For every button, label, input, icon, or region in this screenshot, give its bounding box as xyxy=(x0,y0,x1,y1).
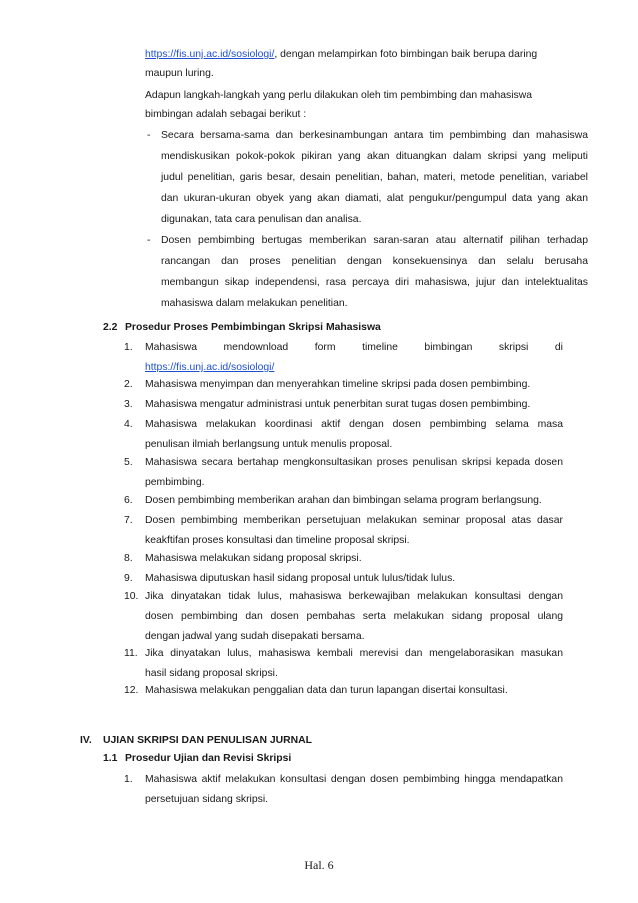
list-item-text: Mahasiswa melakukan penggalian data dan turun lapangan disertai konsultasi. xyxy=(145,685,508,696)
list-item-text: hasil sidang proposal skripsi. xyxy=(145,668,278,679)
bullet-2-line-4: mahasiswa dalam melakukan penelitian. xyxy=(161,298,348,309)
intro-line-2: maupun luring. xyxy=(145,68,214,79)
list-item-text: dosen pembimbing dan dosen pembahas serta melakukan sidang proposal ulang xyxy=(145,611,563,622)
section-iv-number: IV. xyxy=(80,735,92,746)
list-item-text: keakftifan proses konsultasi dan timeline proposal skripsi. xyxy=(145,535,410,546)
list-item-number: 7. xyxy=(124,515,133,526)
bullet-2-line-1: Dosen pembimbing bertugas memberikan saran-saran atau alternatif pilihan terhadap xyxy=(161,235,588,246)
list-item-text: persetujuan sidang skripsi. xyxy=(145,794,269,805)
list-item-number: 1. xyxy=(124,342,133,353)
sosiologi-link[interactable]: https://fis.unj.ac.id/sosiologi/ xyxy=(145,49,275,60)
list-item-text: Mahasiswa secara bertahap mengkonsultasikan proses penulisan skripsi kepada dosen xyxy=(145,457,563,468)
bullet-1-line-5: digunakan, tata cara penulisan dan analisa. xyxy=(161,214,362,225)
section-iv-title: UJIAN SKRIPSI DAN PENULISAN JURNAL xyxy=(103,735,312,746)
list-item-number: 3. xyxy=(124,399,133,410)
list-item-text: Mahasiswa mengatur administrasi untuk penerbitan surat tugas dosen pembimbing. xyxy=(145,399,531,410)
bullet-1-line-2: mendiskusikan pokok-pokok pikiran yang akan dituangkan dalam skripsi yang meliputi xyxy=(161,151,588,162)
section-1-1-title: Prosedur Ujian dan Revisi Skripsi xyxy=(125,753,292,764)
list-item-number: 12. xyxy=(124,685,139,696)
section-2-2-title: Prosedur Proses Pembimbingan Skripsi Mahasiswa xyxy=(125,322,381,333)
bullet-1-line-3: judul penelitian, garis besar, desain penelitian, bahan, materi, metode penelitian, variabel xyxy=(161,172,588,183)
intro-para2-line-2: bimbingan adalah sebagai berikut : xyxy=(145,109,307,120)
list-item-number: 10. xyxy=(124,591,139,602)
bullet-1-line-4: dan ukuran-ukuran obyek yang akan diamati, alat pengukur/pengumpul data yang akan xyxy=(161,193,588,204)
list-item-text: Mahasiswa aktif melakukan konsultasi dengan dosen pembimbing hingga mendapatkan xyxy=(145,774,563,785)
list-item-text: Dosen pembimbing memberikan arahan dan bimbingan selama program berlangsung. xyxy=(145,495,542,506)
bullet-1-line-1: Secara bersama-sama dan berkesinambungan antara tim pembimbing dan mahasiswa xyxy=(161,130,588,141)
list-item-number: 4. xyxy=(124,419,133,430)
list-item-text: Mahasiswa melakukan sidang proposal skripsi. xyxy=(145,553,362,564)
bullet-dash: - xyxy=(147,235,151,246)
list-item-text: Jika dinyatakan lulus, mahasiswa kembali merevisi dan mengelaborasikan masukan xyxy=(145,648,563,659)
list-item-text: Mahasiswa mendownload form timeline bimbingan skripsi di xyxy=(145,342,563,353)
bullet-2-line-3: membangun sikap independensi, rasa percaya diri mahasiswa, jujur dan intelektualitas xyxy=(161,277,588,288)
list-item-number: 8. xyxy=(124,553,133,564)
list-item-text: penulisan ilmiah berlangsung untuk menulis proposal. xyxy=(145,439,393,450)
list-item-number: 6. xyxy=(124,495,133,506)
section-2-2-number: 2.2 xyxy=(103,322,118,333)
intro-line-1: https://fis.unj.ac.id/sosiologi/, dengan melampirkan foto bimbingan baik berupa daring xyxy=(145,49,538,60)
list-item-number: 1. xyxy=(124,774,133,785)
list-item-text: Mahasiswa melakukan koordinasi aktif dengan dosen pembimbing selama masa xyxy=(145,419,563,430)
timeline-form-link[interactable]: https://fis.unj.ac.id/sosiologi/ xyxy=(145,362,275,373)
intro-para2-line-1: Adapun langkah-langkah yang perlu dilakukan oleh tim pembimbing dan mahasiswa xyxy=(145,90,533,101)
list-item-text: Mahasiswa diputuskan hasil sidang proposal untuk lulus/tidak lulus. xyxy=(145,573,456,584)
list-item-number: 9. xyxy=(124,573,133,584)
list-item-text: Jika dinyatakan tidak lulus, mahasiswa berkewajiban melakukan konsultasi dengan xyxy=(145,591,563,602)
bullet-2-line-2: rancangan dan proses penelitian dengan konsekuensinya dan selalu berusaha xyxy=(161,256,588,267)
list-item-number: 5. xyxy=(124,457,133,468)
page-number: Hal. 6 xyxy=(304,858,334,872)
bullet-dash: - xyxy=(147,130,151,141)
list-item-text: pembimbing. xyxy=(145,477,205,488)
list-item-text: dengan jadwal yang sudah disepakati bersama. xyxy=(145,631,365,642)
list-item-text: Dosen pembimbing memberikan persetujuan melakukan seminar proposal atas dasar xyxy=(145,515,563,526)
list-item-number: 11. xyxy=(124,648,138,659)
list-item-text: Mahasiswa menyimpan dan menyerahkan timeline skripsi pada dosen pembimbing. xyxy=(145,379,531,390)
list-item-number: 2. xyxy=(124,379,133,390)
section-1-1-number: 1.1 xyxy=(103,753,118,764)
